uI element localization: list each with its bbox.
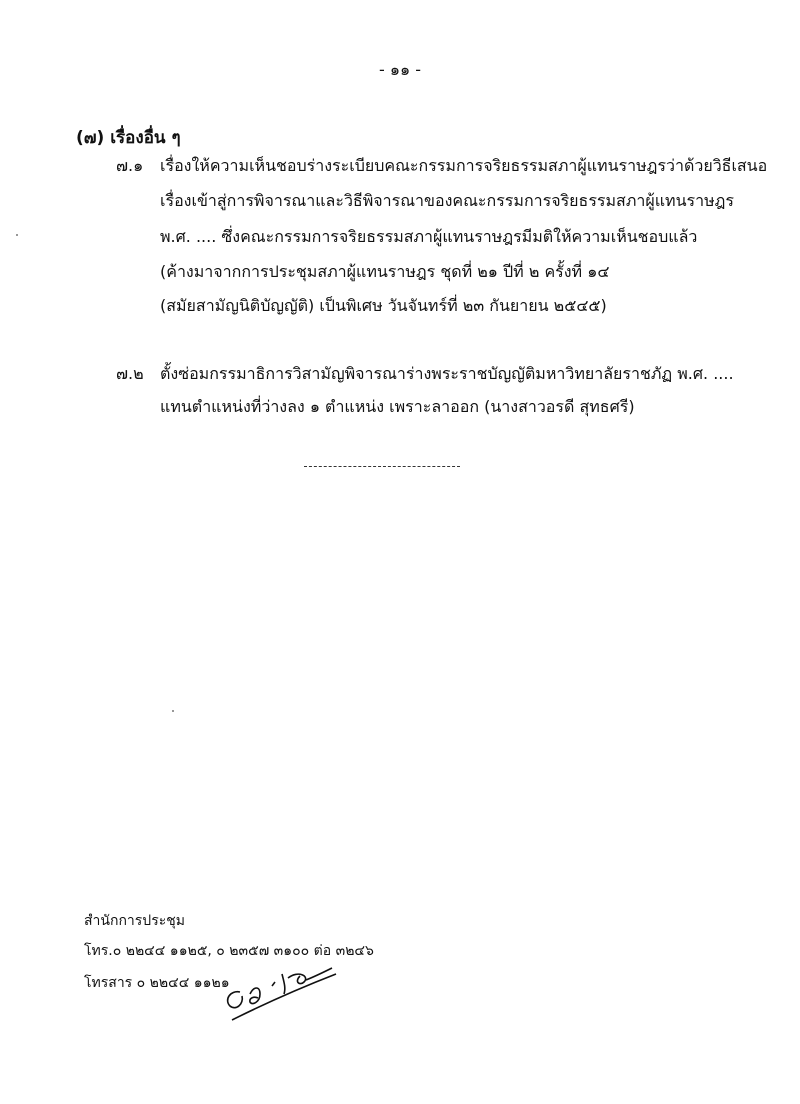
section-heading: (๗) เรื่องอื่น ๆ xyxy=(76,128,181,148)
page-number: - ๑๑ - xyxy=(378,60,422,79)
end-separator xyxy=(304,466,460,467)
item-text-line: แทนตำแหน่งที่ว่างลง ๑ ตำแหน่ง เพราะลาออก (นางสาวอรดี สุทธศรี) xyxy=(160,397,635,416)
item-number: ๗.๑ xyxy=(116,156,144,175)
item-text-line: เรื่องเข้าสู่การพิจารณาและวิธีพิจารณาของคณะกรรมการจริยธรรมสภาผู้แทนราษฎร xyxy=(160,191,734,210)
item-text-line: (สมัยสามัญนิติบัญญัติ) เป็นพิเศษ วันจันทร์ที่ ๒๓ กันยายน ๒๕๔๕) xyxy=(160,296,607,315)
item-number: ๗.๒ xyxy=(116,364,144,383)
footer-office: สำนักการประชุม xyxy=(84,913,185,929)
footer-phone: โทร.๐ ๒๒๔๔ ๑๑๒๕, ๐ ๒๓๕๗ ๓๑๐๐ ต่อ ๓๒๔๖ xyxy=(84,943,374,959)
item-text-line: ตั้งซ่อมกรรมาธิการวิสามัญพิจารณาร่างพระราชบัญญัติมหาวิทยาลัยราชภัฏ พ.ศ. .... xyxy=(160,364,734,383)
footer-fax: โทรสาร ๐ ๒๒๔๔ ๑๑๒๑ xyxy=(84,975,230,991)
item-text-line: เรื่องให้ความเห็นชอบร่างระเบียบคณะกรรมการจริยธรรมสภาผู้แทนราษฎรว่าด้วยวิธีเสนอ xyxy=(160,156,768,175)
item-text-line: พ.ศ. .... ซึ่งคณะกรรมการจริยธรรมสภาผู้แทนราษฎรมีมติให้ความเห็นชอบแล้ว xyxy=(160,227,698,246)
handwritten-initials xyxy=(220,962,340,1024)
item-text-line: (ค้างมาจากการประชุมสภาผู้แทนราษฎร ชุดที่ ๒๑ ปีที่ ๒ ครั้งที่ ๑๔ xyxy=(160,262,610,281)
scan-speck xyxy=(172,710,174,712)
scan-speck xyxy=(16,234,18,236)
